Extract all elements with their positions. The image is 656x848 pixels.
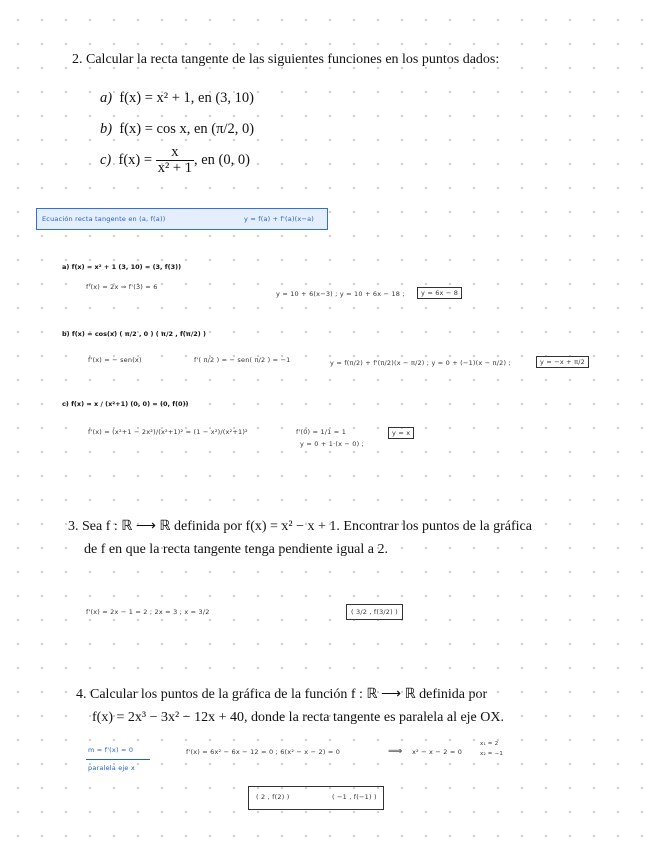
ex2-statement [72,52,499,68]
ex2-item-c-fraction [156,145,194,176]
sol-b-answer: y = −x + π/2 [536,356,589,368]
ex3-work: f'(x) = 2x − 1 = 2 ; 2x = 3 ; x = 3/2 [86,608,210,616]
sol-c-answer: y = x [388,427,414,439]
sol-c-line: y = 0 + 1·(x − 0) ; [300,440,365,448]
ex2-item-a-label: a) [100,90,113,106]
ex4-line1 [76,686,487,703]
sol-a-line: y = 10 + 6(x−3) ; y = 10 + 6x − 18 ; [276,290,405,298]
ex2-text: Calcular la recta tangente de las siguientes funciones en los puntos dados: [86,52,500,67]
ex2-item-b-expr: f(x) = cos x, en (π/2, 0) [119,121,255,137]
ex3-text-1: Sea f : ℝ ⟶ ℝ definida por f(x) = x² − x + 1. Encontrar los puntos de la gráfica [82,519,532,534]
sol-c-evaluation: f'(0) = 1/1 = 1 [296,428,347,436]
ex2-item-c-den: x² + 1 [157,160,192,177]
ex3-line1 [68,518,532,535]
ex2-item-c-num: x [156,145,194,161]
ex4-note-top: m = f'(x) = 0 [88,746,134,754]
ex4-text-1: Calcular los puntos de la gráfica de la función f : ℝ ⟶ ℝ definida por [90,687,488,702]
ex4-line2: f(x) = 2x³ − 3x² − 12x + 40, donde la recta tangente es paralela al eje OX. [92,710,504,725]
sol-a-answer: y = 6x − 8 [417,287,462,299]
ex4-work: f'(x) = 6x² − 6x − 12 = 0 ; 6(x² − x − 2) = 0 [186,748,341,756]
tangent-formula-label: Ecuación recta tangente en (a, f(a)) [42,215,166,223]
ex4-number: 4. [76,687,87,702]
ex4-answer-1: ( 2 , f(2) ) [256,793,290,801]
sol-b-line: y = f(π/2) + f'(π/2)(x − π/2) ; y = 0 + (−1)(x − π/2) ; [330,359,511,367]
ex4-root1: x₁ = 2 [480,741,499,747]
sol-c-derivative: f'(x) = (x²+1 − 2x²)/(x²+1)² = (1 − x²)/(x²+1)² [88,428,248,436]
ex3-answer: ( 3/2 , f(3/2) ) [346,604,403,620]
sol-b-title: b) f(x) = cos(x) ( π/2 , 0 ) ( π/2 , f(π/2) ) [62,330,206,338]
sol-b-evaluation: f'( π/2 ) = − sen( π/2 ) = −1 [194,356,291,364]
ex4-implies: ⟹ [388,746,403,757]
ex4-answer-2: ( −1 , f(−1) ) [332,793,377,801]
tangent-formula: y = f(a) + f'(a)(x−a) [244,215,315,223]
ex4-note-underline [86,759,150,760]
ex2-number: 2. [72,52,83,67]
ex2-item-b-label: b) [100,121,113,137]
ex4-root2: x₂ = −1 [480,751,504,757]
ex4-note-bottom: paralela eje x [88,764,135,772]
ex2-item-a-expr: f(x) = x² + 1, en (3, 10) [119,90,254,106]
sol-c-title: c) f(x) = x / (x²+1) (0, 0) = (0, f(0)) [62,400,189,408]
sol-a-derivative: f'(x) = 2x ⇒ f'(3) = 6 [86,283,158,291]
ex3-line2: de f en que la recta tangente tenga pendiente igual a 2. [84,542,388,557]
ex2-item-c-lhs: f(x) = [118,152,153,169]
ex2-item-b [100,121,254,138]
ex2-item-c-label: c) [100,152,112,169]
ex2-item-a [100,90,254,107]
sol-a-title: a) f(x) = x² + 1 (3, 10) = (3, f(3)) [62,263,182,271]
ex2-item-c-rhs: , en (0, 0) [193,152,250,169]
ex3-number: 3. [68,519,79,534]
sol-b-derivative: f'(x) = − sen(x) [88,356,142,364]
ex4-roots-eq: x² − x − 2 = 0 [412,748,463,756]
ex2-item-c [100,145,250,176]
